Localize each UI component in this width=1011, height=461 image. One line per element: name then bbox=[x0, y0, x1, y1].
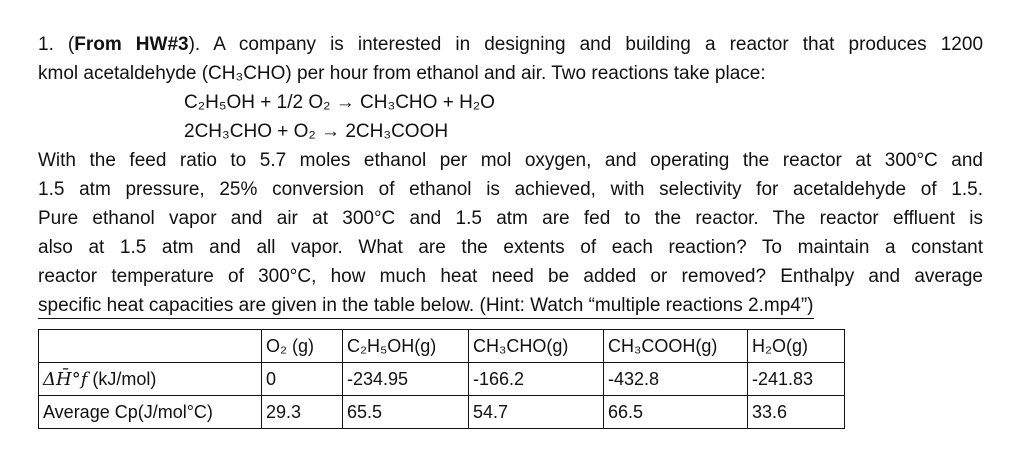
enthalpy-unit: (kJ/mol) bbox=[87, 368, 157, 389]
problem-text bbox=[38, 30, 983, 320]
row-label-cp: Average Cp(J/mol°C) bbox=[39, 396, 262, 429]
reaction-1: C₂H₅OH + 1/2 O₂ → CH₃CHO + H₂O bbox=[184, 92, 495, 113]
problem-line-2: kmol acetaldehyde (CH₃CHO) per hour from ethanol and air. Two reactions take place: bbox=[38, 63, 766, 84]
table-cell: -432.8 bbox=[604, 363, 748, 396]
table-cell: 29.3 bbox=[262, 396, 343, 429]
problem-number: 1. ( bbox=[38, 34, 75, 55]
table-row bbox=[39, 396, 845, 429]
reaction-2: 2CH₃CHO + O₂ → 2CH₃COOH bbox=[184, 121, 449, 142]
table-cell: 66.5 bbox=[604, 396, 748, 429]
table-cell: 0 bbox=[262, 363, 343, 396]
problem-line-8: also at 1.5 atm and all vapor. What are the extents of each reaction? To maintain a constant bbox=[38, 237, 983, 258]
table-header-row bbox=[39, 330, 845, 363]
table-header-cell: O₂ (g) bbox=[262, 330, 343, 363]
table-header-cell: H₂O(g) bbox=[748, 330, 845, 363]
problem-line-9: reactor temperature of 300°C, how much heat need be added or removed? Enthalpy and average bbox=[38, 266, 983, 287]
row-label-enthalpy bbox=[39, 363, 262, 396]
table-cell: 33.6 bbox=[748, 396, 845, 429]
table-cell: -241.83 bbox=[748, 363, 845, 396]
table-row bbox=[39, 363, 845, 396]
table-header-cell bbox=[39, 330, 262, 363]
problem-line-10 bbox=[38, 291, 983, 320]
property-table bbox=[38, 329, 845, 429]
table-cell: -234.95 bbox=[343, 363, 469, 396]
table-cell: 65.5 bbox=[343, 396, 469, 429]
problem-line-1-text: ). A company is interested in designing and building a reactor that produces 1200 bbox=[188, 34, 984, 55]
problem-line-1 bbox=[38, 30, 983, 59]
problem-line-5: With the feed ratio to 5.7 moles ethanol per mol oxygen, and operating the reactor at 300°C and bbox=[38, 150, 983, 171]
problem-source: From HW#3 bbox=[74, 34, 189, 55]
table-header-cell: CH₃CHO(g) bbox=[469, 330, 604, 363]
table-cell: -166.2 bbox=[469, 363, 604, 396]
enthalpy-symbol: ΔH̄°f bbox=[43, 368, 88, 390]
table-header-cell: CH₃COOH(g) bbox=[604, 330, 748, 363]
problem-line-6: 1.5 atm pressure, 25% conversion of ethanol is achieved, with selectivity for acetaldehyde of 1.5. bbox=[38, 179, 983, 200]
table-cell: 54.7 bbox=[469, 396, 604, 429]
table-header-cell: C₂H₅OH(g) bbox=[343, 330, 469, 363]
problem-line-7: Pure ethanol vapor and air at 300°C and 1.5 atm are fed to the reactor. The reactor effluent is bbox=[38, 208, 983, 229]
problem-line-10-text: specific heat capacities are given in the table below. (Hint: Watch “multiple reactions 2.mp4”) bbox=[38, 294, 814, 319]
